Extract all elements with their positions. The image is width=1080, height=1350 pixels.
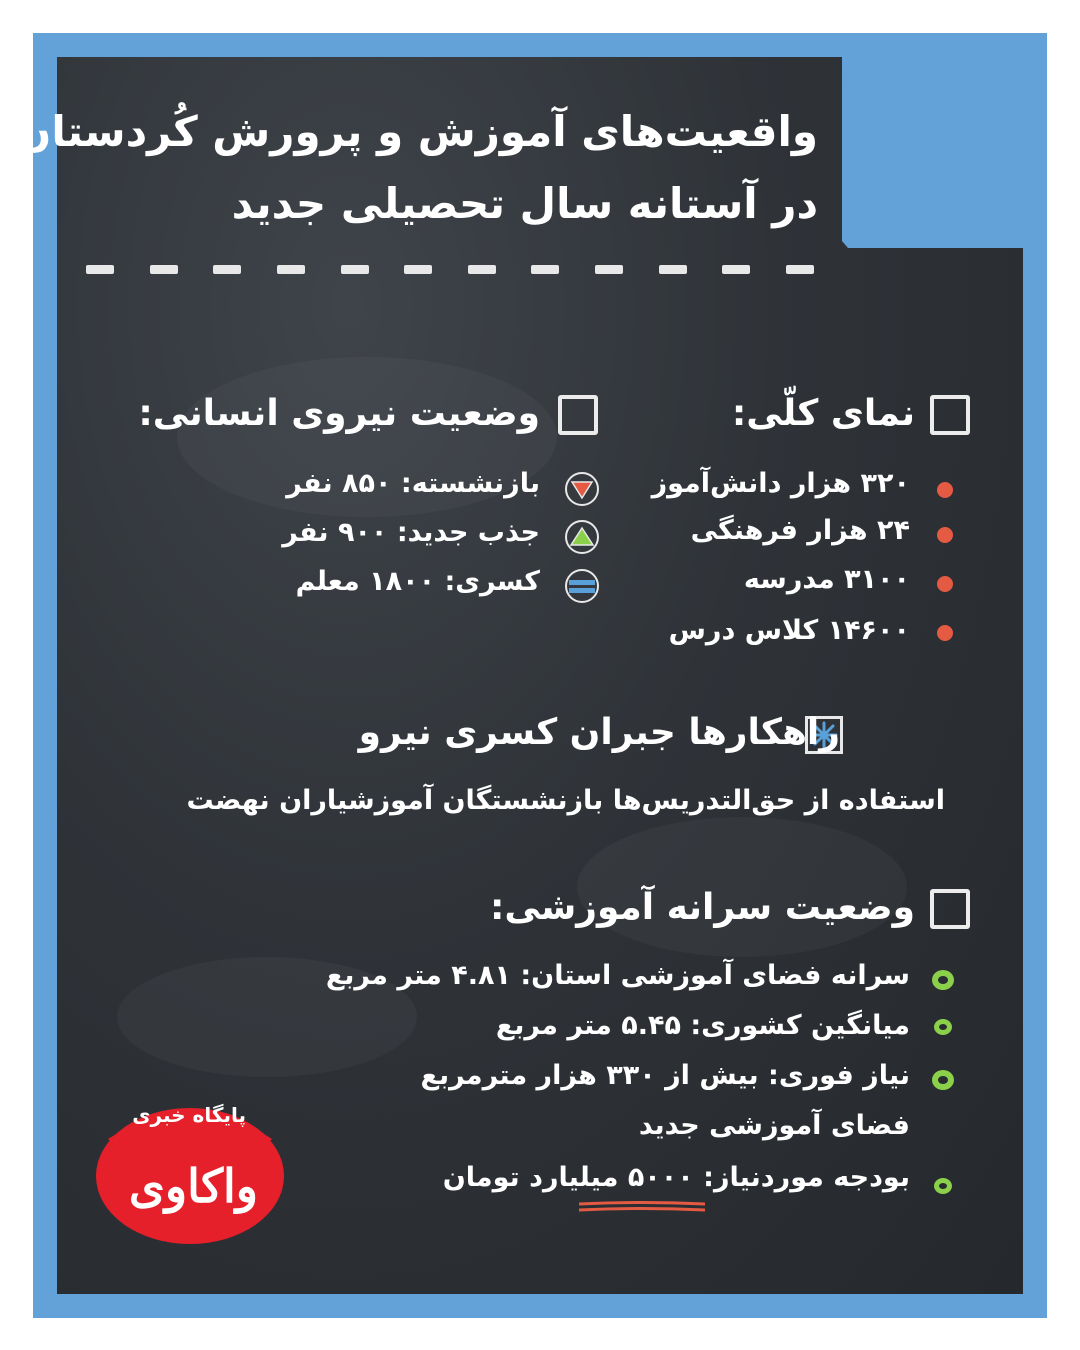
folded-corner [842,33,1047,248]
vakavi-logo [94,1081,286,1246]
up-triangle-icon [565,520,599,554]
per-capita-item: میانگین کشوری: ۵.۴۵ متر مربع [495,1010,910,1041]
solutions-text: استفاده از حق‌التدریس‌ها بازنشستگان آموزشیاران نهضت [186,785,945,816]
overview-item: ۱۴۶۰۰ کلاس درس [668,615,910,646]
logo-top-text: پایگاه خبری [132,1103,246,1127]
bullet-ring-icon [932,970,954,990]
per-capita-item-continued: فضای آموزشی جدید [638,1110,910,1141]
budget-underline [577,1199,707,1213]
logo-name: واکاوی [128,1159,258,1213]
equal-sign-icon [565,569,599,603]
overview-item: ۲۴ هزار فرهنگی [690,515,910,546]
workforce-checkbox-icon [558,395,598,435]
per-capita-item: سرانه فضای آموزشی استان: ۴.۸۱ متر مربع [325,960,910,991]
per-capita-heading: وضعیت سرانه آموزشی: [490,887,915,928]
bullet-dot-icon [937,576,953,592]
overview-item: ۳۱۰۰ مدرسه [743,564,910,595]
workforce-heading: وضعیت نیروی انسانی: [138,393,540,434]
per-capita-item: نیاز فوری: بیش از ۳۳۰ هزار مترمربع [420,1060,910,1091]
dashed-divider [86,265,814,277]
workforce-item-hired: جذب جدید: ۹۰۰ نفر [282,517,540,548]
workforce-item-retired: بازنشسته: ۸۵۰ نفر [286,468,540,499]
down-triangle-icon [565,472,599,506]
overview-item: ۳۲۰ هزار دانش‌آموز [651,468,910,499]
bullet-dot-icon [937,482,953,498]
page-title-line1: واقعیت‌های آموزش و پرورش کُردستان [15,107,818,156]
workforce-item-shortage: کسری: ۱۸۰۰ معلم [295,566,540,597]
bullet-ring-icon [934,1178,952,1194]
bullet-dot-icon [937,625,953,641]
per-capita-checkbox-icon [930,889,970,929]
solutions-heading: راهکارها جبران کسری نیرو [358,712,840,753]
overview-checkbox-icon [930,395,970,435]
bullet-dot-icon [937,527,953,543]
page-title-line2: در آستانه سال تحصیلی جدید [231,179,818,228]
bullet-ring-icon [934,1019,952,1035]
overview-heading: نمای کلّی: [731,393,915,434]
per-capita-item-budget: بودجه موردنیاز: ۵۰۰۰ میلیارد تومان [442,1162,910,1193]
bullet-ring-icon [932,1070,954,1090]
